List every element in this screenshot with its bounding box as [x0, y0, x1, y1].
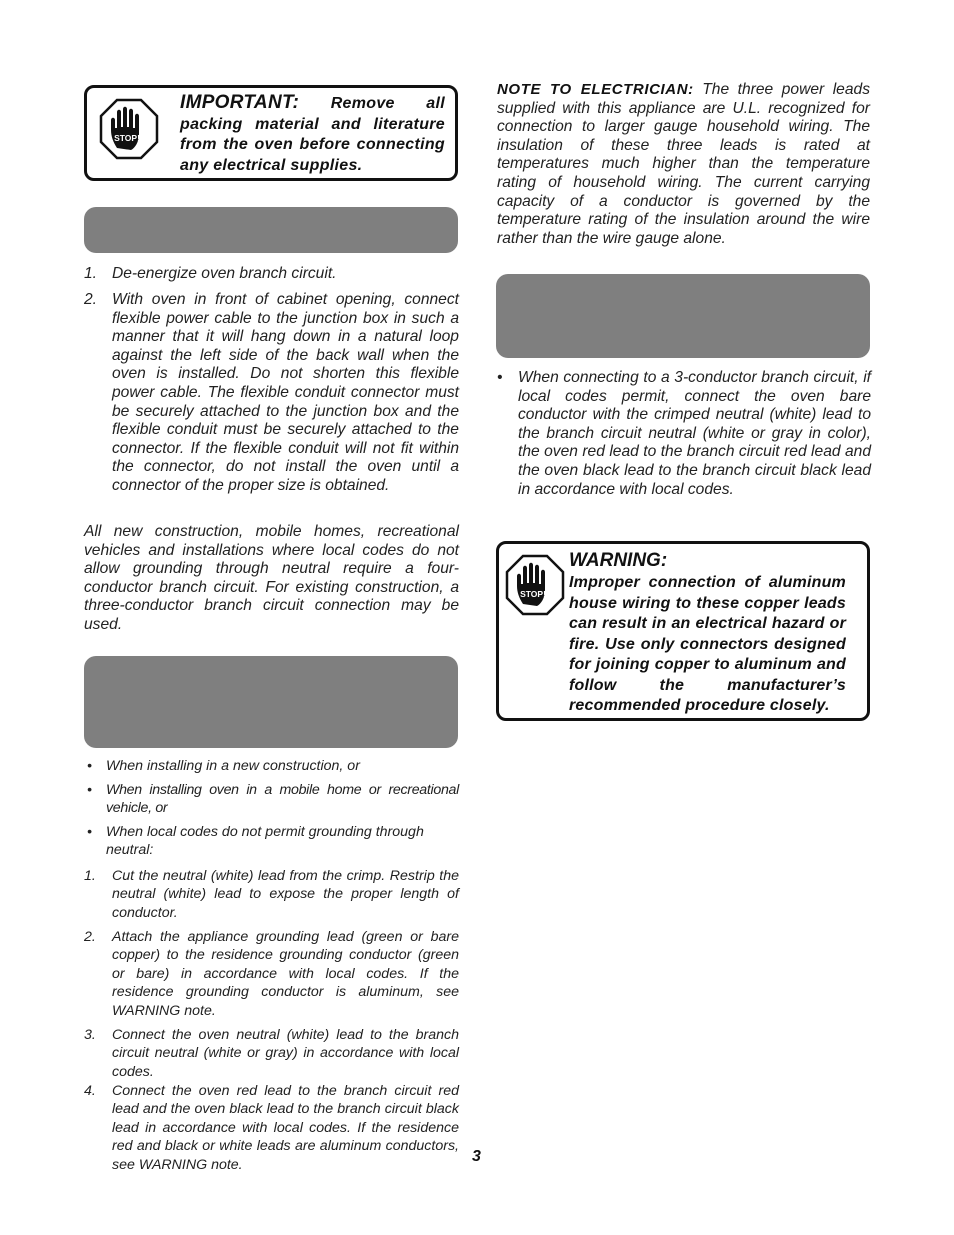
left-paragraph: All new construction, mobile homes, recreational vehicles and installations where local codes do not allow grounding through neutral require a four-conductor branch circuit. For existing construction, a three-conductor branch circuit connection may be used.: [84, 523, 459, 633]
section-header-bar-3: [496, 274, 870, 358]
step-text: Connect the oven red lead to the branch circuit red lead and the oven black lead to the branch circuit black lead in accordance with local codes. If the residence red and black or white leads are aluminum conductors, see WARNING note.: [112, 1083, 459, 1173]
bullet-glyph: •: [87, 758, 92, 774]
bullet-text: When installing oven in a mobile home or recreational vehicle, or: [106, 782, 459, 817]
note-label: NOTE TO ELECTRICIAN:: [497, 81, 694, 98]
step-item: [84, 928, 460, 1026]
important-box: [84, 85, 458, 181]
step-number: 4.: [84, 1083, 96, 1099]
warning-text: Improper connection of aluminum house wiring to these copper leads can result in an electrical hazard or fire. Use only connectors designed for joining copper to aluminum and follow the manufacturer’s recommended procedure closely.: [569, 574, 846, 714]
step-number: 1.: [84, 265, 98, 282]
step-text: Cut the neutral (white) lead from the crimp. Restrip the neutral (white) lead to expose the proper length of conductor.: [112, 868, 459, 921]
step-item: [84, 1082, 460, 1174]
stop-icon-label: STOP!: [520, 589, 546, 599]
bullet-glyph: •: [87, 782, 92, 798]
section-header-bar-2: [84, 656, 458, 748]
step-text: Attach the appliance grounding lead (green or bare copper) to the residence grounding conductor (green or bare) in accordance with local codes. If the residence grounding conductor is aluminum, see WARNING note.: [112, 929, 459, 1019]
step-text: With oven in front of cabinet opening, connect flexible power cable to the junction box in such a manner that it will hang down in a natural loop against the left side of the back wall when the oven is installed. Do not shorten this flexible power cable. The flexible conduit connector must be securely attached to the junction box and the flexible conduit must be securely attached to the connector. If the flexible conduit will not fit within the connector, do not install the oven until a connector of the proper size is obtained.: [112, 291, 459, 494]
step-item: [84, 1026, 460, 1082]
step-text: Connect the oven neutral (white) lead to the branch circuit neutral (white or gray) in accordance with local codes.: [112, 1027, 459, 1080]
important-body: Remove all packing material and literature from the oven before connecting any electrical supplies.: [180, 95, 445, 174]
bullet-text: When installing in a new construction, or: [106, 758, 360, 774]
four-wire-bullets: [84, 757, 460, 867]
step-number: 2.: [84, 929, 96, 945]
bullet-item: [84, 823, 460, 867]
bullet-text: When local codes do not permit grounding through neutral:: [106, 824, 424, 859]
note-text: The three power leads supplied with this appliance are U.L. recognized for connection to larger gauge household wiring. The insulation of these three leads is rated at temperatures much higher than the temperature rating of household wiring. The current carrying capacity of a conductor is governed by the temperature rating of the insulation around the wire rather than the wire gauge alone.: [497, 81, 870, 247]
step-number: 3.: [84, 1027, 96, 1043]
bullet-glyph: •: [87, 824, 92, 840]
stop-icon-label: STOP!: [114, 133, 140, 143]
bullet-item: [84, 781, 460, 823]
three-wire-bullet: [497, 369, 871, 519]
step-number: 2.: [84, 291, 98, 308]
note-to-electrician: [497, 81, 870, 248]
bullet-item: [84, 757, 460, 781]
page-number: 3: [472, 1148, 481, 1165]
bullet-glyph: •: [497, 369, 503, 386]
step-number: 1.: [84, 868, 96, 884]
stop-hand-icon: [505, 554, 565, 616]
section-header-bar-1: [84, 207, 458, 253]
step-item: [84, 867, 460, 928]
installation-steps: [84, 265, 460, 531]
important-heading: IMPORTANT:: [180, 92, 300, 113]
bullet-item: [497, 369, 871, 519]
bullet-text: When connecting to a 3-conductor branch circuit, if local codes permit, connect the oven bare conductor with the crimped neutral (white) lead to the branch circuit neutral (white or gray in color), the oven red lead to the branch circuit red lead and the oven black lead to the branch circuit black lead in accordance with local codes.: [518, 369, 871, 498]
step-item: [84, 265, 460, 287]
stop-hand-icon: [99, 98, 159, 160]
step-text: De-energize oven branch circuit.: [112, 265, 337, 282]
warning-box: [496, 541, 870, 721]
important-text: [180, 93, 445, 176]
warning-heading: WARNING:: [569, 550, 668, 571]
four-wire-steps: [84, 867, 460, 1174]
step-item: [84, 291, 460, 531]
